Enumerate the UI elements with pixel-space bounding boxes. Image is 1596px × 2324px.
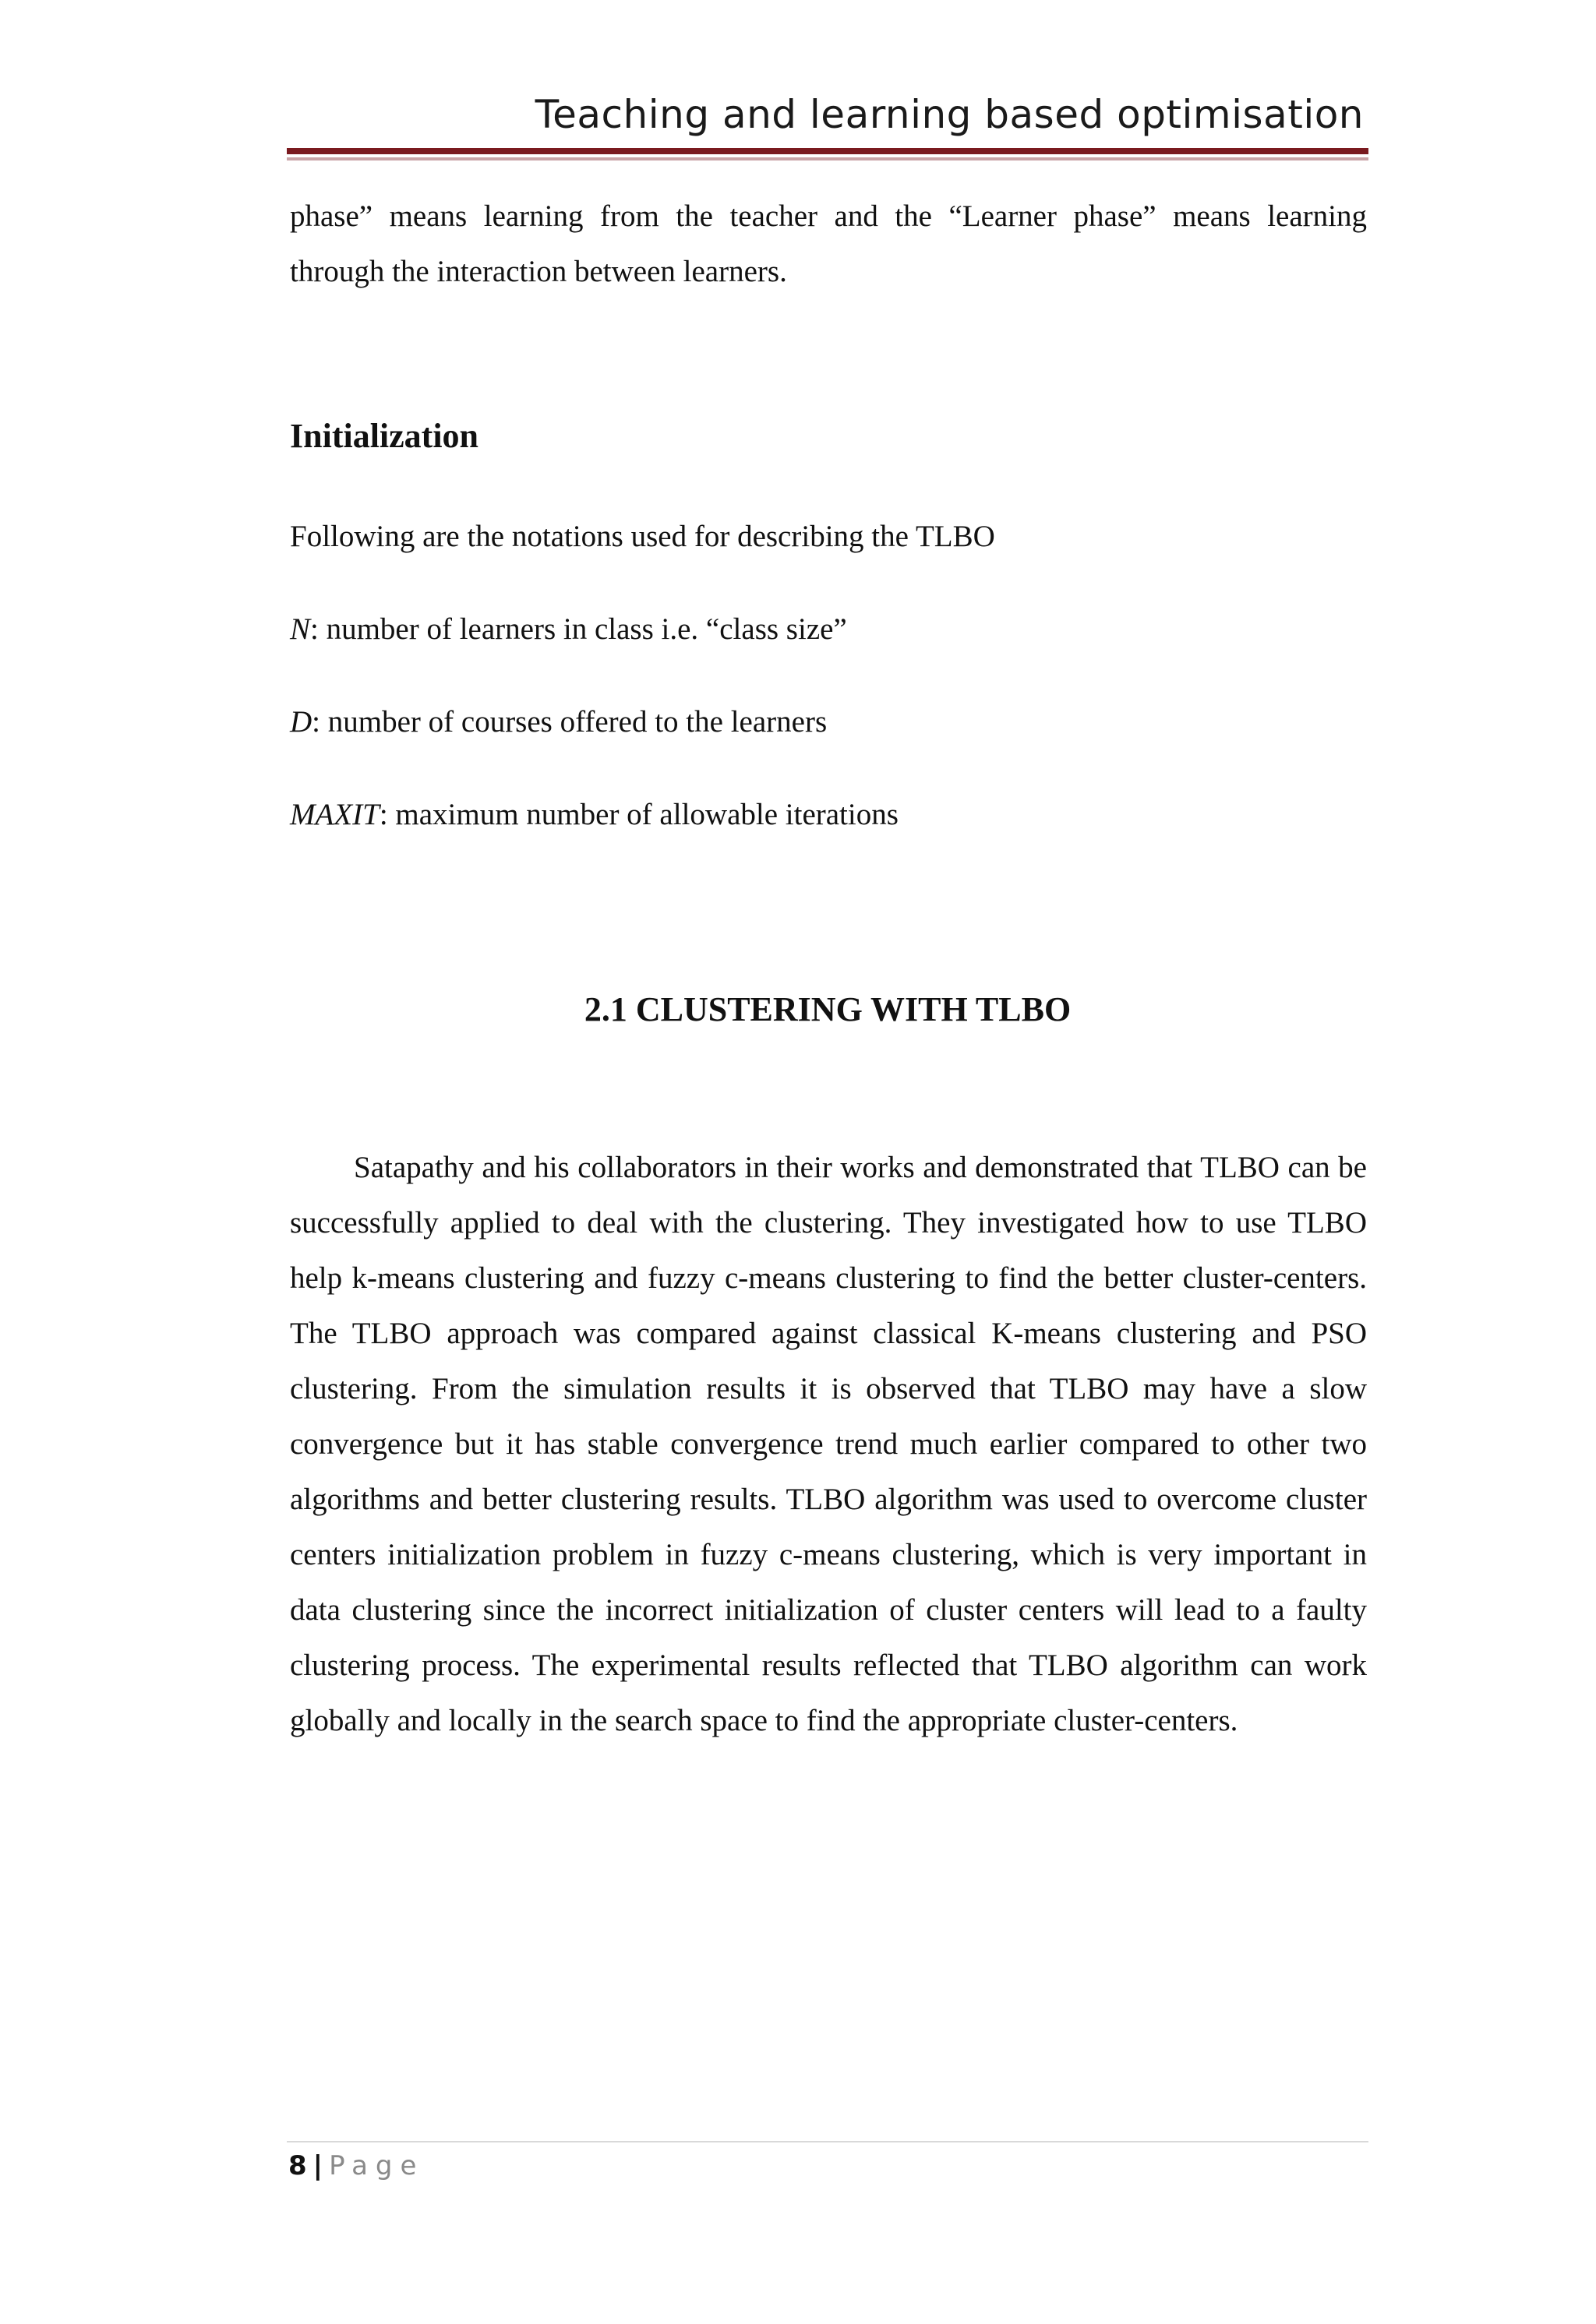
notation-item [290,797,899,832]
notation-symbol: N [290,612,311,646]
section-paragraph: Satapathy and his collaborators in their works and demonstrated that TLBO can be successfully applied to deal with the clustering. They investigated how to use TLBO help k-means clustering and fuzzy c-means clustering to find the better cluster-centers. The TLBO approach was compared against classical K-means clustering and PSO clustering. From the simulation results it is observed that TLBO may have a slow convergence but it has stable convergence trend much earlier compared to other two algorithms and better clustering results. TLBO algorithm was used to overcome cluster centers initialization problem in fuzzy c-means clustering, which is very important in data clustering since the incorrect initialization of cluster centers will lead to a faulty clustering process. The experimental results reflected that TLBO algorithm can work globally and locally in the search space to find the appropriate cluster-centers. [290,1151,1367,1737]
notation-item [290,612,847,647]
notation-description: : number of learners in class i.e. “class size” [310,612,847,646]
initialization-heading: Initialization [290,417,479,455]
notation-symbol: D [290,705,312,739]
header-rule-dark [287,148,1368,154]
header-rule-light [287,157,1368,160]
notation-description: : maximum number of allowable iterations [379,798,899,831]
page-number: 8 [288,2150,307,2181]
footer-rule [287,2141,1368,2142]
notation-description: : number of courses offered to the learners [312,705,828,739]
intro-paragraph: phase” means learning from the teacher and the “Learner phase” means learning through the interaction between learners. [290,199,1367,288]
notation-symbol: MAXIT [290,798,380,831]
section-title: 2.1 CLUSTERING WITH TLBO [584,990,1072,1028]
page-label: Page [329,2150,425,2181]
notations-lead: Following are the notations used for describing the TLBO [290,520,995,553]
page-footer [288,2150,424,2181]
footer-separator: | [312,2150,323,2181]
running-header-title: Teaching and learning based optimisation [535,92,1364,137]
notation-item [290,704,827,739]
